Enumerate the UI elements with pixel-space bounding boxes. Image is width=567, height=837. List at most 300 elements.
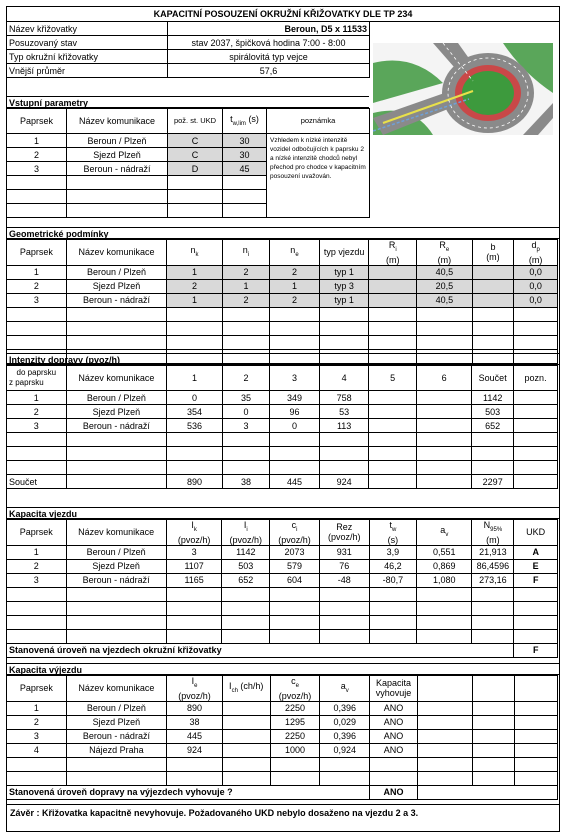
cell-paprsek: 2 [7, 405, 67, 419]
cell-value: 354 [167, 405, 223, 419]
cell-value [416, 391, 471, 405]
col-typ: typ vjezdu [319, 240, 369, 266]
col-rez: Rez (pvoz/h) [319, 520, 369, 546]
sheet-title: KAPACITNÍ POSOUZENÍ OKRUŽNÍ KŘIŽOVATKY DLE TP 234 [7, 7, 559, 22]
cell-p: 4 [7, 743, 67, 757]
row-ukd [168, 204, 223, 218]
intensity-row [7, 461, 558, 475]
cell-nazev: Beroun - nádraží [66, 419, 167, 433]
cell-value: 53 [319, 405, 369, 419]
cell-tw: 3,9 [369, 545, 417, 559]
input-params-header [7, 109, 370, 134]
col-nk: $n_k$ [167, 240, 222, 266]
cell-n95: 273,16 [472, 573, 514, 587]
cell-ci [270, 587, 320, 601]
entry-result-value: F [514, 643, 558, 657]
col-paprsek: Paprsek [7, 520, 67, 546]
cell-value [416, 447, 471, 461]
cell-typ: typ 1 [319, 265, 369, 279]
col-tw: $t_w$ (s) [369, 520, 417, 546]
cell-p [7, 771, 67, 785]
cell-p [7, 757, 67, 771]
cell-p [7, 601, 67, 615]
info-row [7, 64, 370, 78]
col-ce: $c_e$ (pvoz/h) [270, 676, 320, 702]
exit-capacity-row [7, 757, 558, 771]
total-nazev [66, 475, 167, 489]
cell-ii [222, 587, 270, 601]
geometry-heading: Geometrické podmínky [7, 227, 559, 239]
cell-k [370, 771, 418, 785]
col-ie: $I_e$ (pvoz/h) [167, 676, 223, 702]
exit-result-empty [417, 785, 557, 799]
row-nazev: Sjezd Plzeň [67, 148, 168, 162]
intensity-table [6, 365, 558, 489]
cell-soucet: 1142 [472, 391, 514, 405]
total-value: 445 [270, 475, 320, 489]
cell-b [472, 321, 514, 335]
info-row [7, 22, 370, 36]
cell-k: ANO [370, 715, 418, 729]
cell-value [270, 447, 320, 461]
cell-n95: 21,913 [472, 545, 514, 559]
col-empty-1 [417, 676, 472, 702]
cell-p: 1 [7, 265, 67, 279]
col-nazev: Název komunikace [66, 240, 167, 266]
cell-p [7, 587, 67, 601]
cell-empty [473, 757, 514, 771]
cell-ce: 2250 [270, 729, 320, 743]
input-row [7, 134, 370, 148]
cell-p [7, 335, 67, 349]
cell-av [417, 587, 472, 601]
col-empty-3 [514, 676, 557, 702]
entry-capacity-heading: Kapacita vjezdu [7, 507, 559, 519]
col-empty-2 [473, 676, 514, 702]
cell-p: 1 [7, 701, 67, 715]
cell-n: Beroun / Plzeň [66, 265, 167, 279]
info-value: 57,6 [168, 64, 370, 78]
col-to-2: 2 [222, 366, 270, 391]
cell-value: 0 [270, 419, 320, 433]
cell-ik [166, 601, 222, 615]
col-ii: $I_i$ (pvoz/h) [222, 520, 270, 546]
cell-tw [369, 587, 417, 601]
cell-re [417, 321, 473, 335]
cell-ci: 604 [270, 573, 320, 587]
cell-ne: 2 [270, 293, 320, 307]
cell-av [320, 771, 370, 785]
cell-n [66, 307, 167, 321]
cell-n95 [472, 629, 514, 643]
cell-empty [417, 729, 472, 743]
info-value: spirálovitá typ vejce [168, 50, 370, 64]
cell-value [369, 391, 416, 405]
cell-empty [514, 771, 557, 785]
cell-ukd [514, 601, 558, 615]
row-nazev [67, 176, 168, 190]
cell-p [7, 321, 67, 335]
total-value [416, 475, 471, 489]
cell-value: 3 [222, 419, 270, 433]
geometry-row [7, 307, 558, 321]
cell-ukd [514, 629, 558, 643]
cell-ik: 3 [166, 545, 222, 559]
cell-av: 0,396 [320, 701, 370, 715]
cell-typ [319, 335, 369, 349]
col-ukd: pož. st. UKD [168, 109, 223, 134]
cell-ik: 1107 [166, 559, 222, 573]
conclusion: Závěr : Křižovatka kapacitně nevyhovuje. Požadovaného UKD nebylo dosaženo na vjezdu 2 a 3. [7, 804, 559, 820]
cell-ie: 38 [167, 715, 223, 729]
info-row [7, 50, 370, 64]
col-n95: $N_{95\%}$ (m) [472, 520, 514, 546]
total-value: 924 [319, 475, 369, 489]
row-tw: 30 [223, 134, 267, 148]
cell-rez [319, 629, 369, 643]
exit-capacity-row [7, 743, 558, 757]
row-ukd: C [168, 148, 223, 162]
cell-value [369, 419, 416, 433]
col-soucet: Součet [472, 366, 514, 391]
row-tw [223, 204, 267, 218]
cell-b [472, 307, 514, 321]
intensity-heading: Intenzity dopravy (pvoz/h) [7, 353, 559, 365]
cell-pozn [514, 433, 558, 447]
cell-value: 0 [167, 391, 223, 405]
cell-ich [222, 729, 270, 743]
cell-p: 2 [7, 715, 67, 729]
cell-ci [270, 615, 320, 629]
entry-result-row [7, 643, 558, 657]
cell-value [167, 433, 223, 447]
roundabout-drawing [373, 43, 553, 135]
cell-re: 40,5 [417, 293, 473, 307]
total-value: 38 [222, 475, 270, 489]
cell-re: 20,5 [417, 279, 473, 293]
geometry-row [7, 265, 558, 279]
cell-value: 96 [270, 405, 320, 419]
cell-typ: typ 1 [319, 293, 369, 307]
cell-empty [417, 701, 472, 715]
row-paprsek [7, 190, 67, 204]
cell-ie [167, 757, 223, 771]
cell-ni: 1 [222, 279, 270, 293]
cell-p [7, 629, 67, 643]
col-to-5: 5 [369, 366, 416, 391]
cell-value: 758 [319, 391, 369, 405]
row-paprsek: 3 [7, 162, 67, 176]
cell-value [369, 447, 416, 461]
col-dp: $d_p$ (m) [514, 240, 558, 266]
cell-typ: typ 3 [319, 279, 369, 293]
cell-n95 [472, 601, 514, 615]
cell-n [66, 321, 167, 335]
cell-n95: 86,4596 [472, 559, 514, 573]
cell-dp [514, 307, 558, 321]
cell-ie: 445 [167, 729, 223, 743]
cell-p: 2 [7, 279, 67, 293]
cell-n [66, 771, 167, 785]
geometry-row [7, 321, 558, 335]
cell-av: 0,924 [320, 743, 370, 757]
total-soucet: 2297 [472, 475, 514, 489]
cell-dp [514, 335, 558, 349]
cell-soucet [472, 433, 514, 447]
cell-tw [369, 601, 417, 615]
cell-p: 3 [7, 729, 67, 743]
cell-n95 [472, 615, 514, 629]
cell-pozn [514, 419, 558, 433]
cell-dp: 0,0 [514, 279, 558, 293]
exit-result-value: ANO [370, 785, 418, 799]
cell-re [417, 307, 473, 321]
row-nazev: Beroun / Plzeň [67, 134, 168, 148]
cell-value [222, 447, 270, 461]
col-ich: $I_{ch}$ (ch/h) [222, 676, 270, 702]
cell-n: Nájezd Praha [66, 743, 167, 757]
cell-p [7, 615, 67, 629]
row-ukd [168, 190, 223, 204]
cell-ce: 1295 [270, 715, 320, 729]
cell-dp: 0,0 [514, 293, 558, 307]
geometry-row [7, 335, 558, 349]
cell-k [370, 757, 418, 771]
col-nazev: Název komunikace [66, 520, 166, 546]
cell-n: Beroun / Plzeň [66, 701, 167, 715]
cell-av: 0,551 [417, 545, 472, 559]
col-paprsek: Paprsek [7, 676, 67, 702]
cell-n [66, 615, 166, 629]
cell-paprsek [7, 447, 67, 461]
cell-nk [167, 321, 222, 335]
cell-typ [319, 321, 369, 335]
cell-empty [473, 701, 514, 715]
cell-ukd: E [514, 559, 558, 573]
col-nazev: Název komunikace [66, 366, 167, 391]
cell-soucet: 503 [472, 405, 514, 419]
cell-ri [369, 279, 417, 293]
cell-av: 0,869 [417, 559, 472, 573]
cell-empty [473, 715, 514, 729]
roundabout-image [373, 43, 553, 135]
input-note: Vzhledem k nízké intenzitě vozidel odbočujících k paprsku 2 a nízké intenzitě chodců nebyl přechod pro chodce v kapacitním posouzení uvažován. [267, 134, 370, 218]
cell-p: 1 [7, 545, 67, 559]
cell-value: 113 [319, 419, 369, 433]
cell-p: 3 [7, 573, 67, 587]
cell-n: Beroun / Plzeň [66, 545, 166, 559]
cell-pozn [514, 405, 558, 419]
cell-ie [167, 771, 223, 785]
cell-nazev [66, 461, 167, 475]
cell-nazev: Sjezd Plzeň [66, 405, 167, 419]
cell-k: ANO [370, 701, 418, 715]
col-av: $a_v$ [320, 676, 370, 702]
cell-pozn [514, 447, 558, 461]
info-label: Vnější průměr [7, 64, 168, 78]
col-poznamka: poznámka [267, 109, 370, 134]
geometry-table [6, 239, 558, 364]
cell-value [369, 433, 416, 447]
exit-capacity-row [7, 729, 558, 743]
cell-soucet: 652 [472, 419, 514, 433]
cell-ne: 1 [270, 279, 320, 293]
cell-re: 40,5 [417, 265, 473, 279]
cell-ri [369, 265, 417, 279]
cell-value [319, 461, 369, 475]
col-ik: $I_k$ (pvoz/h) [166, 520, 222, 546]
cell-nk [167, 335, 222, 349]
cell-ce [270, 771, 320, 785]
cell-ii [222, 629, 270, 643]
cell-pozn [514, 461, 558, 475]
cell-ich [222, 701, 270, 715]
col-do-z: do paprsku z paprsku [7, 366, 67, 391]
cell-b [472, 293, 514, 307]
intensity-row [7, 419, 558, 433]
cell-pozn [514, 391, 558, 405]
cell-dp: 0,0 [514, 265, 558, 279]
input-params-table [6, 108, 370, 218]
total-value: 890 [167, 475, 223, 489]
cell-ich [222, 757, 270, 771]
row-ukd [168, 176, 223, 190]
cell-empty [514, 729, 557, 743]
entry-capacity-row [7, 573, 558, 587]
cell-dp [514, 321, 558, 335]
cell-ne [270, 307, 320, 321]
cell-ce: 1000 [270, 743, 320, 757]
cell-ukd [514, 587, 558, 601]
cell-n: Sjezd Plzeň [66, 279, 167, 293]
col-ci: $c_i$ (pvoz/h) [270, 520, 320, 546]
cell-av: 0,396 [320, 729, 370, 743]
cell-value: 0 [222, 405, 270, 419]
entry-capacity-row [7, 587, 558, 601]
cell-nk: 1 [167, 293, 222, 307]
cell-soucet [472, 447, 514, 461]
cell-ik [166, 629, 222, 643]
cell-av: 1,080 [417, 573, 472, 587]
info-label: Posuzovaný stav [7, 36, 168, 50]
cell-empty [514, 701, 557, 715]
col-ukd: UKD [514, 520, 558, 546]
col-paprsek: Paprsek [7, 240, 67, 266]
cell-empty [473, 771, 514, 785]
cell-nazev [66, 447, 167, 461]
cell-ci: 579 [270, 559, 320, 573]
cell-tw [369, 615, 417, 629]
info-table [6, 21, 370, 78]
cell-n [66, 629, 166, 643]
cell-ie: 890 [167, 701, 223, 715]
col-tw: $t_{w,lim}$ (s) [223, 109, 267, 134]
cell-ukd [514, 615, 558, 629]
row-nazev: Beroun - nádraží [67, 162, 168, 176]
total-value [369, 475, 416, 489]
cell-b [472, 279, 514, 293]
cell-rez: 931 [319, 545, 369, 559]
cell-ri [369, 321, 417, 335]
cell-paprsek [7, 461, 67, 475]
cell-ich [222, 743, 270, 757]
cell-value [270, 433, 320, 447]
cell-ce: 2250 [270, 701, 320, 715]
cell-n95 [472, 587, 514, 601]
row-tw [223, 176, 267, 190]
cell-empty [473, 743, 514, 757]
cell-value: 349 [270, 391, 320, 405]
cell-ii [222, 615, 270, 629]
cell-rez: -48 [319, 573, 369, 587]
info-row [7, 36, 370, 50]
cell-paprsek: 1 [7, 391, 67, 405]
cell-value [416, 419, 471, 433]
cell-ii: 1142 [222, 545, 270, 559]
col-to-6: 6 [416, 366, 471, 391]
exit-capacity-row [7, 701, 558, 715]
cell-ni: 2 [222, 293, 270, 307]
cell-n [66, 587, 166, 601]
cell-empty [417, 757, 472, 771]
col-ri: $R_i$ (m) [369, 240, 417, 266]
cell-value [222, 433, 270, 447]
cell-value [167, 447, 223, 461]
cell-ik: 1165 [166, 573, 222, 587]
cell-ni [222, 307, 270, 321]
intensity-row [7, 405, 558, 419]
entry-capacity-header [7, 520, 558, 546]
exit-result-row [7, 785, 558, 799]
col-paprsek: Paprsek [7, 109, 67, 134]
col-kapacita: Kapacita vyhovuje [370, 676, 418, 702]
cell-rez [319, 601, 369, 615]
cell-n [66, 335, 167, 349]
geometry-header [7, 240, 558, 266]
cell-ich [222, 771, 270, 785]
cell-empty [417, 771, 472, 785]
geometry-row [7, 279, 558, 293]
cell-value [319, 433, 369, 447]
cell-k: ANO [370, 743, 418, 757]
exit-capacity-table [6, 675, 558, 800]
entry-capacity-row [7, 629, 558, 643]
cell-ne: 2 [270, 265, 320, 279]
cell-av [417, 601, 472, 615]
cell-empty [514, 743, 557, 757]
info-value: Beroun, D5 x 11533 [168, 22, 370, 36]
cell-av [417, 629, 472, 643]
total-label: Součet [7, 475, 67, 489]
cell-ii: 652 [222, 573, 270, 587]
cell-value: 536 [167, 419, 223, 433]
cell-tw [369, 629, 417, 643]
col-av: $a_v$ [417, 520, 472, 546]
cell-empty [417, 743, 472, 757]
col-to-3: 3 [270, 366, 320, 391]
cell-value [416, 405, 471, 419]
cell-ie: 924 [167, 743, 223, 757]
total-pozn [514, 475, 558, 489]
exit-result-label: Stanovená úroveň dopravy na výjezdech vyhovuje ? [7, 785, 370, 799]
cell-value [270, 461, 320, 475]
cell-ik [166, 615, 222, 629]
cell-ri [369, 307, 417, 321]
col-to-1: 1 [167, 366, 223, 391]
cell-soucet [472, 461, 514, 475]
cell-value [167, 461, 223, 475]
cell-ii: 503 [222, 559, 270, 573]
